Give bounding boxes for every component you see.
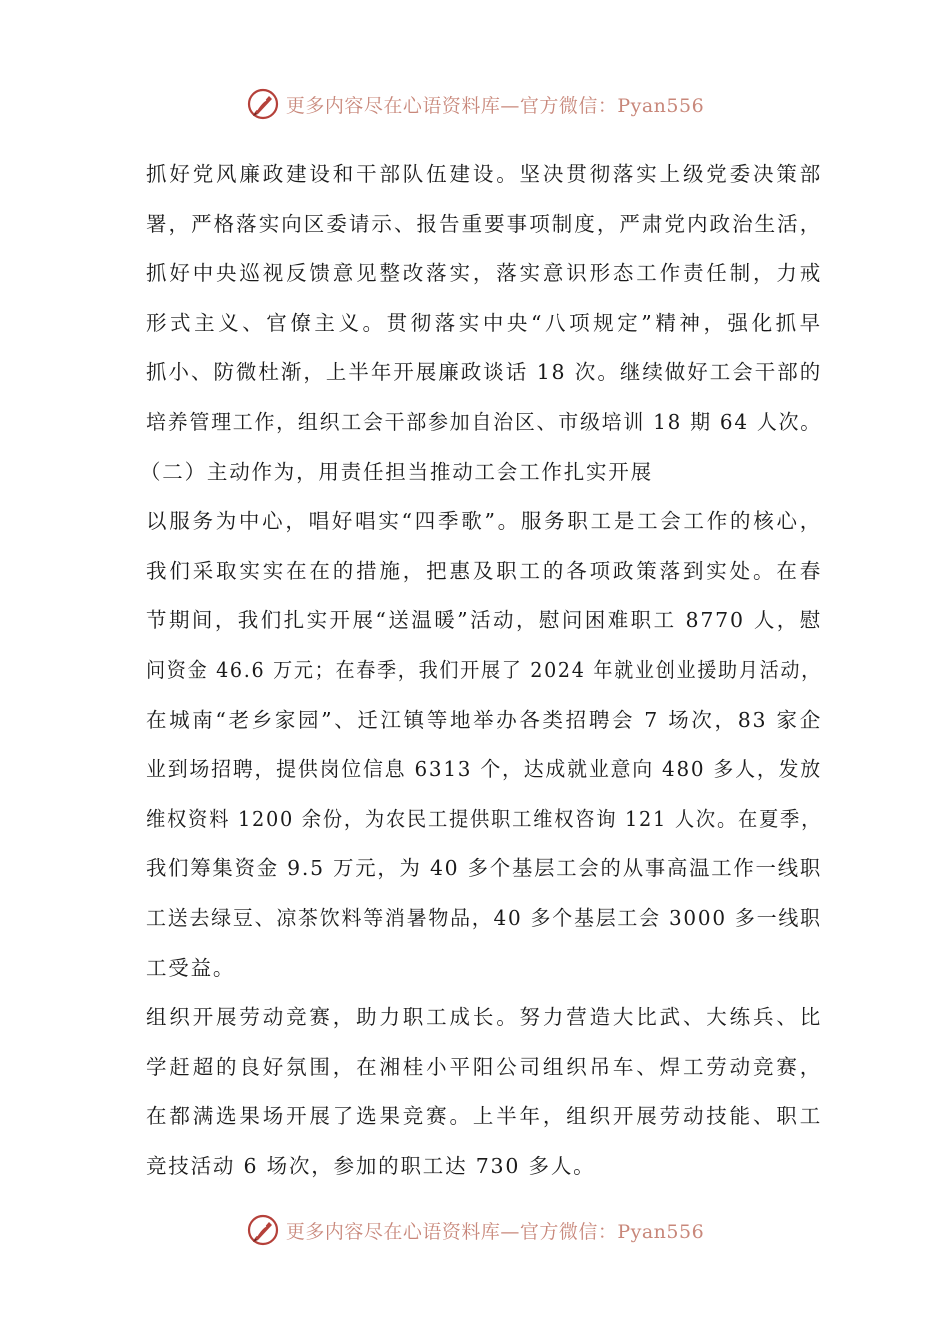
pen-seal-icon xyxy=(246,1213,280,1247)
document-body xyxy=(140,150,823,1191)
text-line: 形式主义、官僚主义。贯彻落实中央“八项规定”精神，强化抓早 xyxy=(146,310,822,335)
section-heading xyxy=(140,448,822,498)
paragraph-labor-competition xyxy=(146,993,822,1191)
text-line: 以服务为中心，唱好唱实“四季歌”。服务职工是工会工作的核心， xyxy=(146,509,822,534)
watermark-text: 更多内容尽在心语资料库—官方微信：Pyan556 xyxy=(285,1220,705,1243)
text-line: 抓小、防微杜渐，上半年开展廉政谈话 18 次。继续做好工会干部的 xyxy=(146,360,822,385)
pen-seal-icon xyxy=(246,87,280,121)
text-line: 我们筹集资金 9.5 万元，为 40 多个基层工会的从事高温工作一线职 xyxy=(146,856,823,881)
text-line: 署，严格落实向区委请示、报告重要事项制度，严肃党内政治生活， xyxy=(146,211,822,236)
text-line: 在城南“老乡家园”、迁江镇等地举办各类招聘会 7 场次，83 家企 xyxy=(146,707,822,732)
watermark-header xyxy=(0,84,950,124)
text-line: 学赶超的良好氛围，在湘桂小平阳公司组织吊车、焊工劳动竞赛， xyxy=(146,1054,822,1079)
text-line: 维权资料 1200 余份，为农民工提供职工维权咨询 121 人次。在夏季， xyxy=(146,806,823,831)
text-line: 问资金 46.6 万元；在春季，我们开展了 2024 年就业创业援助月活动， xyxy=(146,657,822,682)
text-line: 业到场招聘，提供岗位信息 6313 个，达成就业意向 480 多人，发放 xyxy=(146,757,822,782)
text-line: 抓好党风廉政建设和干部队伍建设。坚决贯彻落实上级党委决策部 xyxy=(146,162,822,186)
text-line: 节期间，我们扎实开展“送温暖”活动，慰问困难职工 8770 人，慰 xyxy=(146,608,822,633)
paragraph-four-seasons xyxy=(146,497,822,993)
text-line: 在都满选果场开展了选果竞赛。上半年，组织开展劳动技能、职工 xyxy=(146,1104,822,1129)
text-line: 抓好中央巡视反馈意见整改落实，落实意识形态工作责任制，力戒 xyxy=(146,261,822,286)
text-line: 工送去绿豆、凉茶饮料等消暑物品，40 多个基层工会 3000 多一线职 xyxy=(146,905,822,930)
text-line: 组织开展劳动竞赛，助力职工成长。努力营造大比武、大练兵、比 xyxy=(146,1005,822,1030)
text-line: 竞技活动 6 场次，参加的职工达 730 多人。 xyxy=(146,1153,596,1178)
watermark-footer xyxy=(0,1210,950,1250)
paragraph-party-building xyxy=(146,150,822,448)
text-line: 工受益。 xyxy=(146,955,236,980)
text-line: 培养管理工作，组织工会干部参加自治区、市级培训 18 期 64 人次。 xyxy=(146,409,822,434)
text-line: 我们采取实实在在的措施，把惠及职工的各项政策落到实处。在春 xyxy=(146,558,822,583)
watermark-text: 更多内容尽在心语资料库—官方微信：Pyan556 xyxy=(285,94,705,117)
heading-text: （二）主动作为，用责任担当推动工会工作扎实开展 xyxy=(140,459,653,484)
